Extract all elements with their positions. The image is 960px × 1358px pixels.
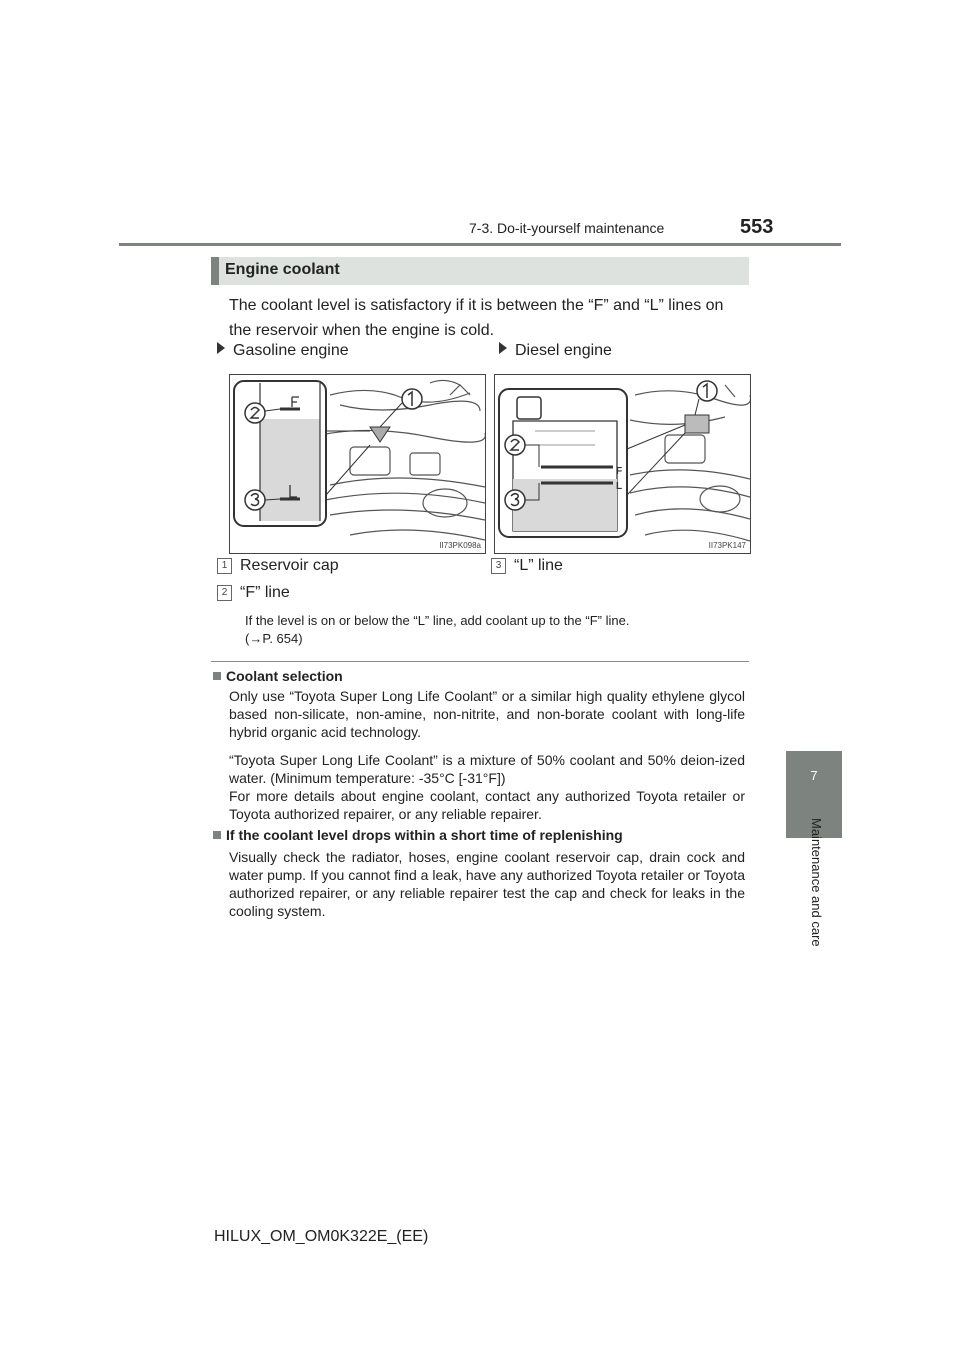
coolant-selection-heading: [213, 668, 343, 684]
document-code-footer: HILUX_OM_OM0K322E_(EE): [214, 1228, 429, 1245]
legend-item-2: [217, 584, 290, 602]
refill-note: [245, 612, 745, 648]
diesel-figure-code: II73PK147: [708, 541, 746, 550]
gasoline-figure-code: II73PK098a: [439, 541, 481, 550]
diesel-l-mark: L: [616, 481, 623, 492]
square-bullet-icon: [213, 831, 221, 839]
coolant-selection-paragraph-2: “Toyota Super Long Life Coolant” is a mixture of 50% coolant and 50% deion-ized water. (Minimum temperature: -35°C [-31°F]): [229, 752, 745, 786]
heading-text: If the coolant level drops within a short time of replenishing: [226, 827, 623, 843]
level-drops-heading: [213, 827, 623, 843]
square-bullet-icon: [213, 672, 221, 680]
intro-paragraph: The coolant level is satisfactory if it is between the “F” and “L” lines on the reservoir when the engine is cold.: [229, 297, 724, 339]
page-number: 553: [740, 216, 774, 238]
chapter-number: 7: [810, 768, 818, 783]
coolant-selection-paragraph-3: For more details about engine coolant, contact any authorized Toyota retailer or Toyota authorized repairer, or any reliable repairer.: [229, 788, 745, 822]
diesel-f-mark: F: [616, 466, 623, 477]
diesel-engine-drawing: [495, 375, 750, 553]
section-title: Engine coolant: [225, 261, 340, 278]
header-section-title: 7-3. Do-it-yourself maintenance: [469, 220, 665, 236]
section-divider: [211, 661, 749, 662]
coolant-selection-paragraph-1: Only use “Toyota Super Long Life Coolant” or a similar high quality ethylene glycol based non-silicate, non-amine, non-nitrite, and non-borate coolant with long-life hybrid organic acid technology.: [229, 688, 745, 740]
legend-text: “L” line: [514, 557, 563, 574]
legend-text: “F” line: [240, 584, 290, 601]
triangle-arrow-icon: [217, 342, 225, 354]
refill-note-line: If the level is on or below the “L” line, add coolant up to the “F” line.: [245, 613, 630, 628]
legend-number: 3: [491, 558, 506, 574]
page-reference-link: (→P. 654): [245, 631, 303, 646]
gasoline-engine-illustration: [229, 374, 486, 554]
legend-number: 2: [217, 585, 232, 601]
legend-number: 1: [217, 558, 232, 574]
legend-item-1: [217, 557, 339, 575]
gasoline-engine-label: [217, 342, 349, 360]
diesel-engine-illustration: [494, 374, 751, 554]
legend-text: Reservoir cap: [240, 557, 339, 574]
diesel-engine-label: [499, 342, 612, 360]
section-bar-accent: [211, 257, 219, 285]
gasoline-engine-text: Gasoline engine: [233, 342, 349, 359]
triangle-arrow-icon: [499, 342, 507, 354]
chapter-label: Maintenance and care: [809, 818, 824, 947]
legend-item-3: [491, 557, 563, 575]
level-drops-paragraph: Visually check the radiator, hoses, engine coolant reservoir cap, drain cock and water pump. If you cannot find a leak, have any authorized Toyota retailer or Toyota authorized repairer, or any reliable repairer test the cap and check for leaks in the cooling system.: [229, 849, 745, 919]
section-title-bar: [211, 257, 749, 285]
diesel-engine-text: Diesel engine: [515, 342, 612, 359]
gasoline-engine-drawing: [230, 375, 485, 553]
header-rule: [119, 243, 841, 246]
heading-text: Coolant selection: [226, 668, 343, 684]
